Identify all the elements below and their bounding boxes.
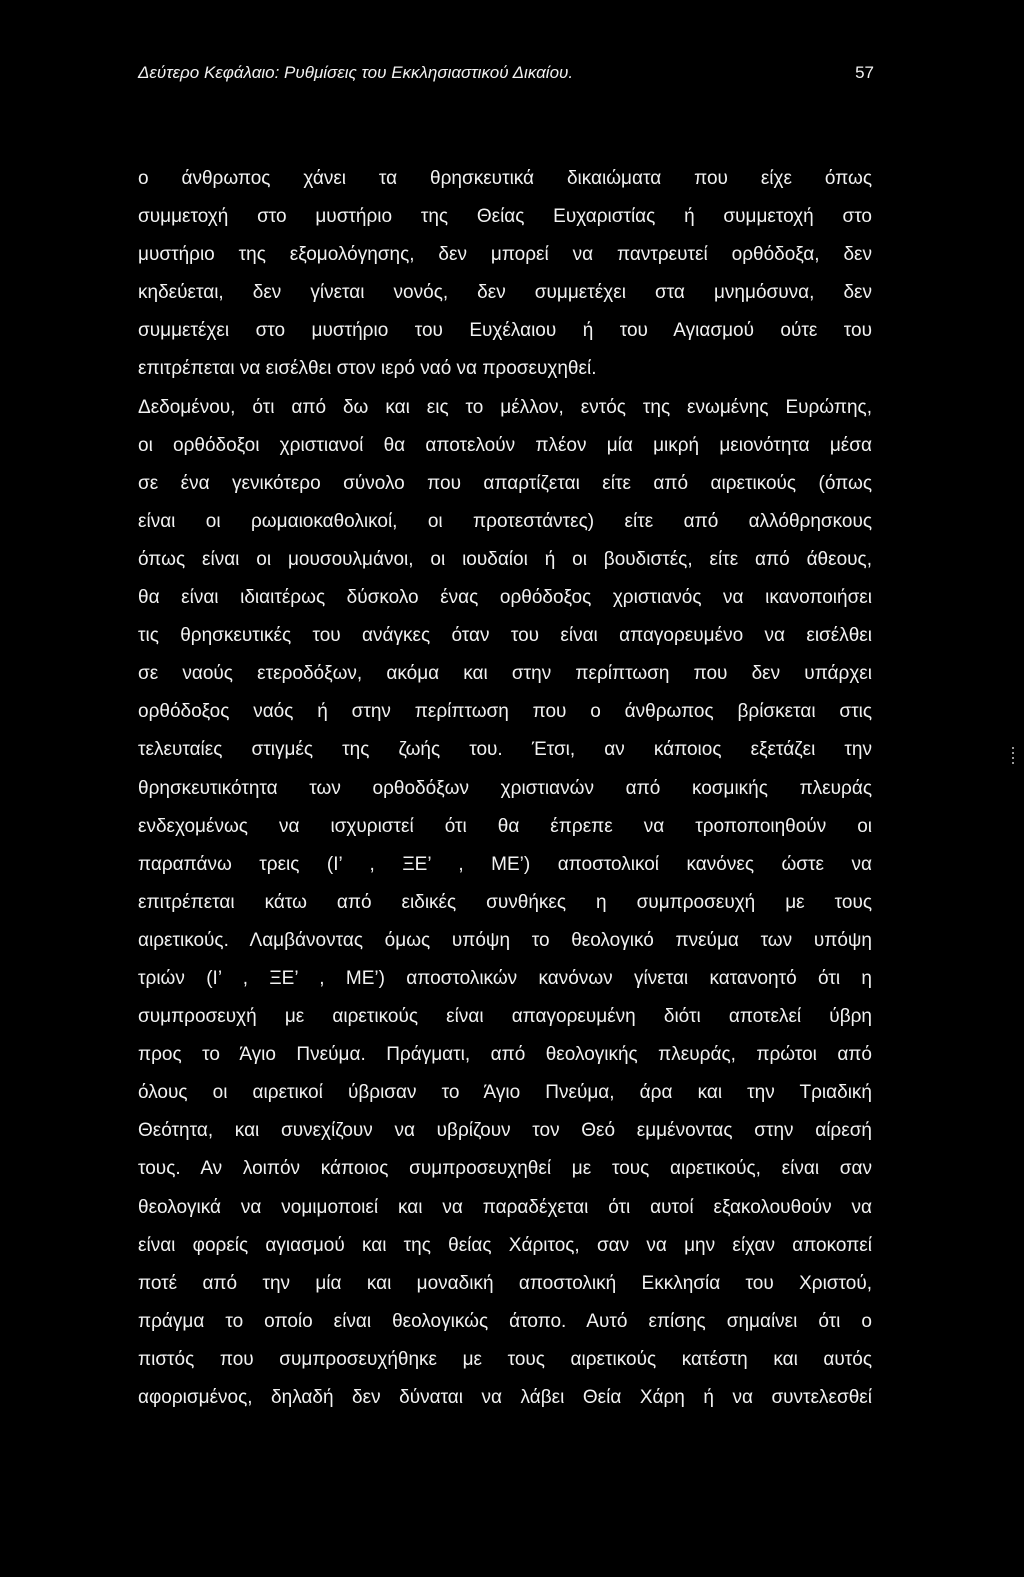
text-line: πράγμα το οποίο είναι θεολογικώς άτοπο. Αυτό επίσης σημαίνει ότι ο: [138, 1310, 872, 1332]
text-line: συμμετέχει στο μυστήριο του Ευχέλαιου ή του Αγιασμού ούτε του: [138, 320, 872, 342]
text-line: θρησκευτικότητα των ορθοδόξων χριστιανών από κοσμικής πλευράς: [138, 777, 872, 799]
text-line: ορθόδοξος ναός ή στην περίπτωση που ο άνθρωπος βρίσκεται στις: [138, 701, 872, 723]
text-line: πιστός που συμπροσευχήθηκε με τους αιρετικούς κατέστη και αυτός: [138, 1348, 872, 1370]
scan-edge-marks: [1012, 747, 1014, 767]
text-line: Δεδομένου, ότι από δω και εις το μέλλον, εντός της ενωμένης Ευρώπης,: [138, 396, 872, 418]
text-line: παραπάνω τρεις (Ι’ , ΞΕ’ , ΜΕ’) αποστολικοί κανόνες ώστε να: [138, 853, 872, 875]
text-line: αφορισμένος, δηλαδή δεν δύναται να λάβει Θεία Χάρη ή να συντελεσθεί: [138, 1387, 872, 1408]
text-line: τριών (Ι’ , ΞΕ’ , ΜΕ’) αποστολικών κανόνων γίνεται κατανοητό ότι η: [138, 967, 872, 989]
text-line: τελευταίες στιγμές της ζωής του. Έτσι, αν κάποιος εξετάζει την: [138, 739, 872, 761]
text-line: αιρετικούς. Λαμβάνοντας όμως υπόψη το θεολογικό πνεύμα των υπόψη: [138, 929, 872, 951]
running-header: [138, 58, 874, 88]
text-line: Θεότητα, και συνεχίζουν να υβρίζουν τον Θεό εμμένοντας στην αίρεσή: [138, 1120, 872, 1142]
text-line: επιτρέπεται κάτω από ειδικές συνθήκες η συμπροσευχή με τους: [138, 891, 872, 913]
text-line: είναι φορείς αγιασμού και της θείας Χάριτος, σαν να μην είχαν αποκοπεί: [138, 1234, 872, 1256]
text-line: σε ένα γενικότερο σύνολο που απαρτίζεται είτε από αιρετικούς (όπως: [138, 472, 872, 494]
text-line: ο άνθρωπος χάνει τα θρησκευτικά δικαιώματα που είχε όπως: [138, 168, 872, 189]
page-number: 57: [855, 63, 874, 82]
text-line: ενδεχομένως να ισχυριστεί ότι θα έπρεπε να τροποποιηθούν οι: [138, 815, 872, 837]
text-line: τις θρησκευτικές του ανάγκες όταν του είναι απαγορευμένο να εισέλθει: [138, 625, 872, 647]
text-line: προς το Άγιο Πνεύμα. Πράγματι, από θεολογικής πλευράς, πρώτοι από: [138, 1044, 872, 1066]
text-line: τους. Αν λοιπόν κάποιος συμπροσευχηθεί με τους αιρετικούς, είναι σαν: [138, 1158, 872, 1180]
text-line: οι ορθόδοξοι χριστιανοί θα αποτελούν πλέον μία μικρή μειονότητα μέσα: [138, 434, 872, 456]
text-line: συμπροσευχή με αιρετικούς είναι απαγορευμένη διότι αποτελεί ύβρη: [138, 1006, 872, 1028]
body-text: [138, 160, 872, 1417]
text-line: ποτέ από την μία και μοναδική αποστολική Εκκλησία του Χριστού,: [138, 1272, 872, 1294]
text-line: είναι οι ρωμαιοκαθολικοί, οι προτεστάντες) είτε από αλλόθρησκους: [138, 510, 872, 532]
text-line: κηδεύεται, δεν γίνεται νονός, δεν συμμετέχει στα μνημόσυνα, δεν: [138, 282, 872, 304]
chapter-title: Δεύτερο Κεφάλαιο: Ρυθμίσεις του Εκκλησιαστικού Δικαίου.: [138, 63, 574, 82]
text-line: θα είναι ιδιαιτέρως δύσκολο ένας ορθόδοξος χριστιανός να ικανοποιήσει: [138, 587, 872, 609]
text-line: συμμετοχή στο μυστήριο της Θείας Ευχαριστίας ή συμμετοχή στο: [138, 206, 872, 228]
text-line: μυστήριο της εξομολόγησης, δεν μπορεί να παντρευτεί ορθόδοξα, δεν: [138, 244, 872, 266]
text-line: όλους οι αιρετικοί ύβρισαν το Άγιο Πνεύμα, άρα και την Τριαδική: [138, 1082, 872, 1104]
text-line: σε ναούς ετεροδόξων, ακόμα και στην περίπτωση που δεν υπάρχει: [138, 663, 872, 685]
text-line: επιτρέπεται να εισέλθει στον ιερό ναό να προσευχηθεί.: [138, 358, 597, 380]
text-line: θεολογικά να νομιμοποιεί και να παραδέχεται ότι αυτοί εξακολουθούν να: [138, 1196, 872, 1218]
text-line: όπως είναι οι μουσουλμάνοι, οι ιουδαίοι ή οι βουδιστές, είτε από άθεους,: [138, 548, 872, 570]
